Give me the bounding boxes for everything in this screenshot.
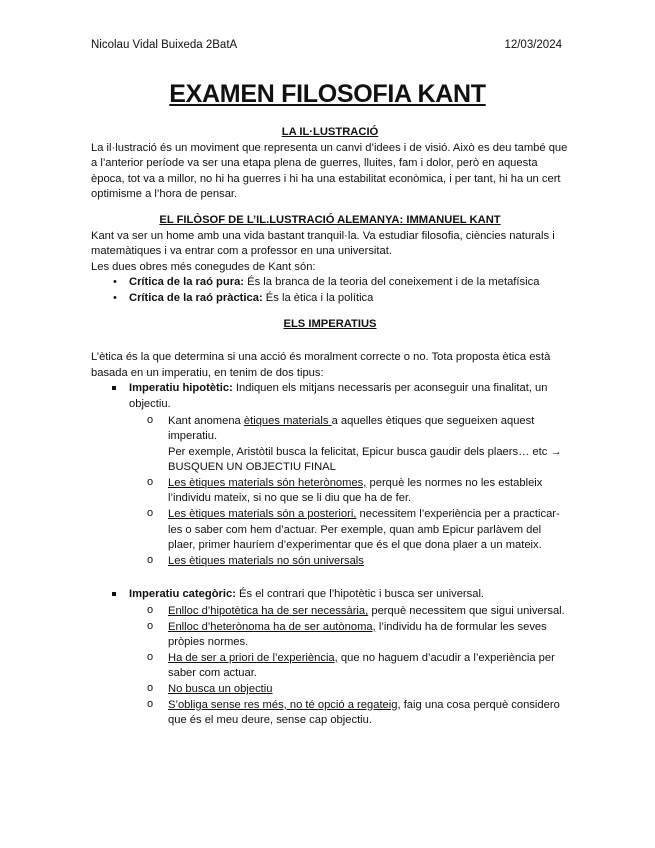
sub-underlined: Enlloc d’heterònoma ha de ser autònoma, <box>168 620 376 633</box>
sub-text: Kant anomena <box>168 414 244 427</box>
work-name: Crítica de la raó pura: <box>129 276 245 289</box>
sub-text: que no haguem d’acudir a l’experiència per saber com actuar. <box>168 651 555 680</box>
categorical-sublist <box>129 604 569 729</box>
sub-text: perquè necessitem que sigui universal. <box>368 605 565 618</box>
imperative-label: Imperatiu categòric: <box>129 588 236 601</box>
list-item <box>129 604 569 620</box>
sub-underlined: No busca un objectiu <box>168 683 273 695</box>
list-item <box>129 620 569 651</box>
section-heading-imperatius: ELS IMPERATIUS <box>283 317 377 330</box>
work-desc: És la ètica i la política <box>262 291 374 304</box>
header-author: Nicolau Vidal Buixeda 2BatA <box>91 39 238 51</box>
list-item <box>91 291 569 307</box>
sub-text: necessitem l’experiència per a practicar-les o saber com hem d’actuar. Per exemple, quan amb Epicur parlàvem del plaer, primer hauríem d’experimentar que és el que dona plaer a un mateix. <box>168 508 560 552</box>
work-desc: És la branca de la teoria del coneixement i de la metafísica <box>244 276 540 289</box>
imperatius-intro: L’ètica és la que determina si una acció és moralment correcte o no. Tota proposta ètica està basada en un imperatiu, en tenim de dos tipus: <box>91 351 551 379</box>
imperative-text: Indiquen els mitjans necessaris per aconseguir una finalitat, un objectiu. <box>129 382 548 410</box>
section-heading-illustracio: LA IL·LUSTRACIÓ <box>281 126 379 138</box>
works-list <box>91 275 569 306</box>
section-text-illustracio: La il·lustració és un moviment que representa un canvi d’idees i de visió. Això es deu també que a l’anterior període va ser una etapa plena de guerres, lluites, fam i dolor, però en aquesta època, tot va a millor, no hi ha guerres i hi ha una estabilitat econòmica, i per tant, hi ha un cert optimisme a l’hora de pensar. <box>91 141 568 201</box>
works-intro: Les dues obres més conegudes de Kant són: <box>91 260 316 273</box>
sub-underlined: Les ètiques materials són heterònomes, <box>168 476 367 489</box>
work-name: Crítica de la raó pràctica: <box>129 291 263 304</box>
sub-underlined: Les ètiques materials no són universals <box>168 554 364 567</box>
sub-underlined: ètiques materials <box>243 414 332 427</box>
section-heading-kant: EL FILÒSOF DE L’IL.LUSTRACIÓ ALEMANYA: IMMANUEL KANT <box>159 213 501 226</box>
document-title: EXAMEN FILOSOFIA KANT <box>169 80 486 108</box>
sub-text: l’individu ha de formular les seves pròpies normes. <box>168 620 547 649</box>
list-item <box>129 651 569 682</box>
sub-underlined: Ha de ser a priori de l’experiència, <box>168 651 338 664</box>
imperative-label: Imperatiu hipotètic: <box>129 382 233 395</box>
sub-text: faig una cosa perquè considero que és el meu deure, sense cap objectiu. <box>168 698 560 727</box>
list-item <box>129 476 569 507</box>
header-date: 12/03/2024 <box>504 39 562 51</box>
list-item <box>129 554 569 570</box>
list-item <box>129 682 569 698</box>
list-item-hypothetical <box>91 381 569 569</box>
sub-underlined: S’obliga sense res més, no té opció a regateig, <box>168 698 401 711</box>
imperative-text: És el contrari que l’hipotètic i busca ser universal. <box>235 588 485 601</box>
sub-underlined: Enlloc d’hipotètica ha de ser necessària, <box>168 605 369 618</box>
imperatius-list <box>91 381 569 728</box>
document-body <box>91 125 569 729</box>
hypothetical-sublist <box>129 414 569 570</box>
list-item-categorical <box>91 587 569 728</box>
sub-text: perquè les normes no les estableix l’individu mateix, si no que se li diu que ha de fer. <box>168 476 543 505</box>
sub-example: Per exemple, Aristòtil busca la felicitat, Epicur busca gaudir dels plaers… etc → BUSQUEN UN OBJECTIU FINAL <box>168 445 562 474</box>
list-item <box>91 275 569 291</box>
list-item <box>129 698 569 729</box>
list-item <box>129 507 569 554</box>
sub-text: a aquelles ètiques que segueixen aquest imperatiu. <box>168 414 535 443</box>
sub-underlined: Les ètiques materials són a posteriori, <box>168 508 357 521</box>
section-text-kant: Kant va ser un home amb una vida bastant tranquil·la. Va estudiar filosofia, ciències naturals i matemàtiques i va entrar com a professor en una universitat. <box>91 229 555 258</box>
list-item <box>129 414 569 476</box>
